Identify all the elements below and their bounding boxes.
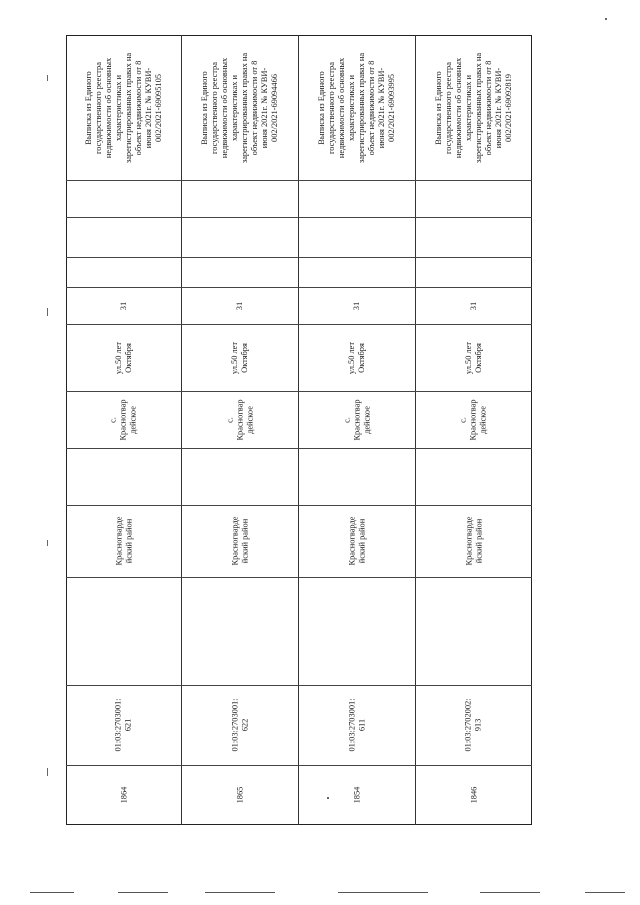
- record-number: 1854: [352, 786, 362, 804]
- record-number: 1864: [119, 786, 128, 804]
- table-row: [182, 35, 299, 825]
- empty-cell: [416, 257, 532, 288]
- empty-cell: [416, 217, 532, 258]
- district: Красногварде йский район: [464, 516, 483, 566]
- settlement: с. Красногвар дейское: [342, 398, 372, 441]
- table-row: [416, 35, 532, 825]
- document-reference: Выписка из Единого государственного реестра недвижимости об основных характеристиках и зарегистрированных правах на объект недвижимости от 8 июня 2021г. № КУВИ- 002/2021-69094466: [200, 52, 280, 163]
- street: ул.50 лет Октября: [464, 341, 483, 374]
- empty-cell: [182, 448, 299, 506]
- empty-cell: [416, 577, 532, 686]
- district: Красногварде йский район: [347, 516, 367, 566]
- bottom-rule: [480, 892, 540, 893]
- empty-cell: [182, 577, 299, 686]
- district: Красногварде йский район: [230, 516, 250, 566]
- document-reference: Выписка из Единого государственного реестра недвижимости об основных характеристиках и зарегистрированных правах на объект недвижимости от 8 июня 2021г. № КУВИ- 002/2021-69092819: [433, 52, 513, 163]
- empty-cell: [182, 217, 299, 258]
- record-number: 1865: [235, 786, 245, 804]
- bottom-rule: [30, 892, 74, 893]
- empty-cell: [299, 217, 416, 258]
- empty-cell: [416, 448, 532, 506]
- cadastral-number: 01:03:2702002: 913: [463, 698, 483, 752]
- bottom-rule: [205, 892, 275, 893]
- settlement: с. Красногвар дейское: [109, 398, 138, 441]
- empty-cell: [66, 577, 182, 686]
- settlement: с. Красногвар дейское: [459, 398, 488, 441]
- bottom-rule: [585, 892, 625, 893]
- cadastral-number: 01:03:2703001: 611: [347, 698, 367, 752]
- bottom-rule: [118, 892, 168, 893]
- empty-cell: [416, 180, 532, 218]
- record-number: 1846: [469, 786, 478, 804]
- empty-cell: [299, 448, 416, 506]
- house-number: 31: [119, 301, 128, 310]
- bottom-rule: [338, 892, 428, 893]
- empty-cell: [66, 448, 182, 506]
- empty-cell: [66, 180, 182, 218]
- table-row: [66, 35, 182, 825]
- table-row: [299, 35, 416, 825]
- street: ул.50 лет Октября: [114, 341, 133, 374]
- street: ул.50 лет Октября: [347, 341, 367, 374]
- settlement: с. Красногвар дейское: [225, 398, 255, 441]
- district: Красногварде йский район: [114, 516, 133, 566]
- street: ул.50 лет Октября: [230, 341, 250, 374]
- cadastral-number: 01:03:2703001: 621: [113, 698, 133, 752]
- empty-cell: [182, 180, 299, 218]
- house-number: 31: [235, 301, 245, 310]
- empty-cell: [182, 257, 299, 288]
- empty-cell: [299, 577, 416, 686]
- empty-cell: [299, 257, 416, 288]
- rotated-grid: [66, 35, 532, 825]
- document-reference: Выписка из Единого государственного реестра недвижимости об основных характеристиках и зарегистрированных правах на объект недвижимости от 8 июня 2021г. № КУВИ- 002/2021-69095105: [83, 52, 163, 163]
- document-reference: Выписка из Единого государственного реестра недвижимости об основных характеристиках и зарегистрированных правах на объект недвижимости от 8 июня 2021г. № КУВИ- 002/2021-69093995: [317, 52, 397, 163]
- empty-cell: [299, 180, 416, 218]
- empty-cell: [66, 217, 182, 258]
- cadastral-number: 01:03:2703001: 622: [230, 698, 250, 752]
- house-number: 31: [352, 301, 362, 310]
- house-number: 31: [469, 301, 478, 310]
- empty-cell: [66, 257, 182, 288]
